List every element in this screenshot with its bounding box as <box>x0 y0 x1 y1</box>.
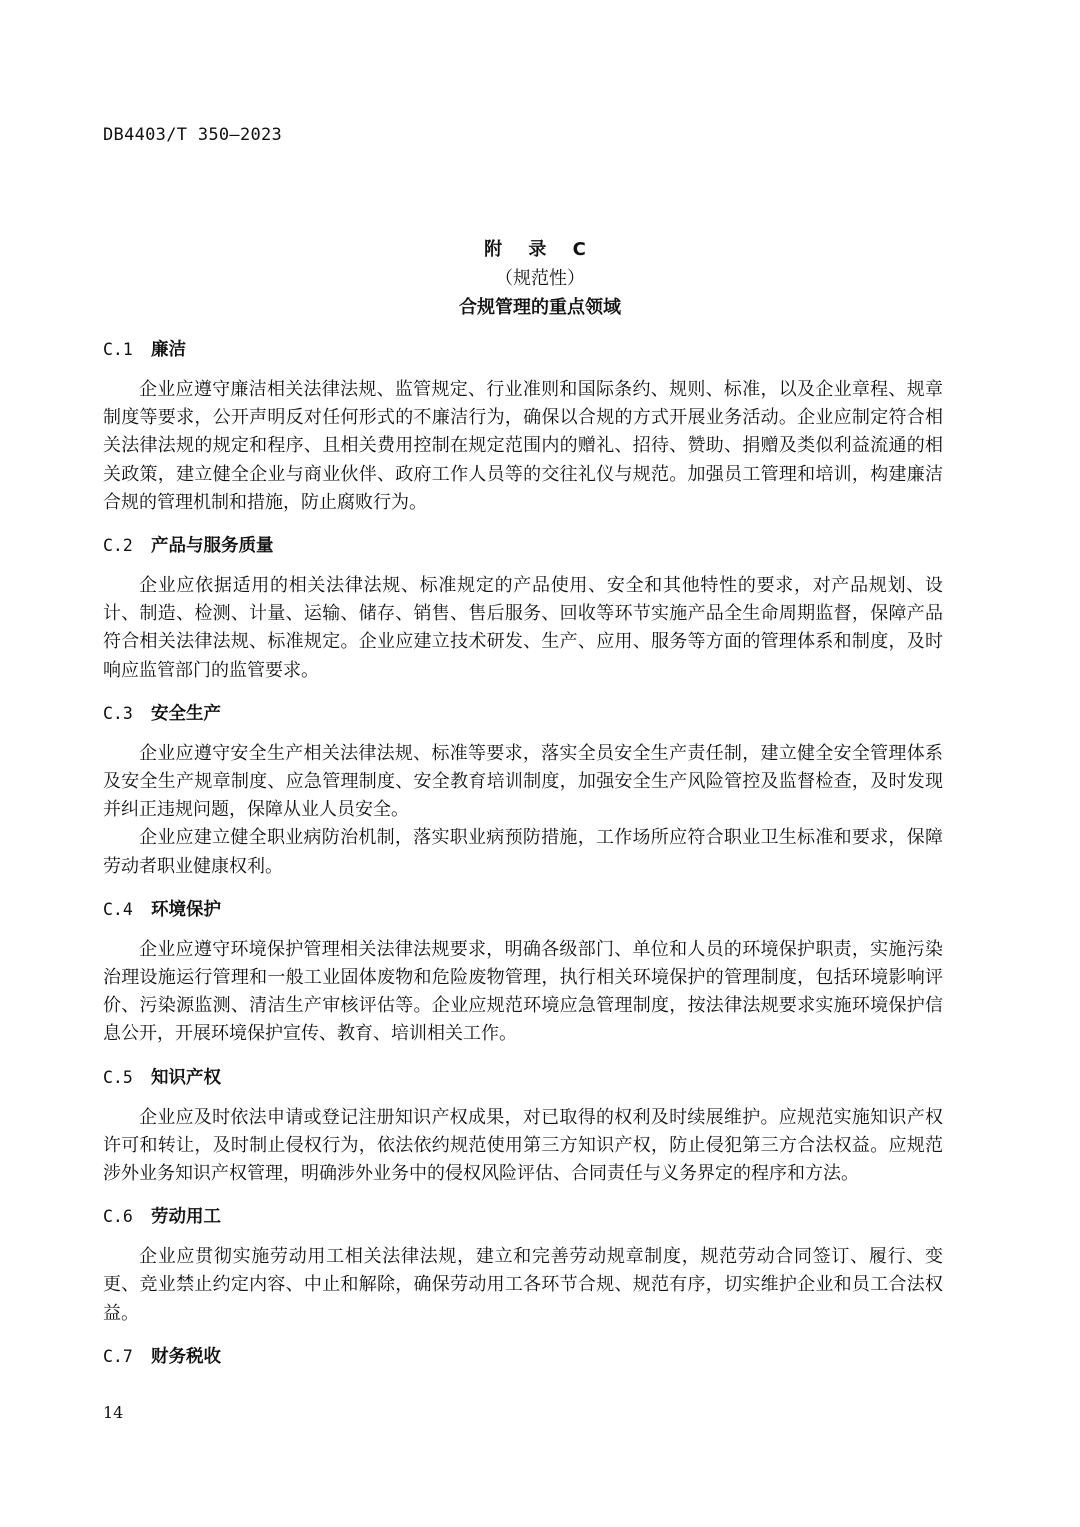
paragraph: 企业应贯彻实施劳动用工相关法律法规，建立和完善劳动规章制度，规范劳动合同签订、履行、变更、竞业禁止约定内容、中止和解除，确保劳动用工各环节合规、规范有序，切实维护企业和员工合法权益。 <box>103 1246 943 1324</box>
section-title: 廉洁 <box>151 340 186 360</box>
section-heading <box>103 892 943 928</box>
section-heading <box>103 1060 943 1096</box>
paragraph: 企业应及时依法申请或登记注册知识产权成果，对已取得的权利及时续展维护。应规范实施知识产权许可和转让，及时制止侵权行为，依法依约规范使用第三方知识产权，防止侵犯第三方合法权益。应规范涉外业务知识产权管理，明确涉外业务中的侵权风险评估、合同责任与义务界定的程序和方法。 <box>103 1106 943 1185</box>
section-c7 <box>103 1339 943 1375</box>
section-c4 <box>103 892 943 1049</box>
section-heading <box>103 1199 943 1235</box>
section-title: 财务税收 <box>151 1346 221 1367</box>
paragraph: 企业应建立健全职业病防治机制，落实职业病预防措施，工作场所应符合职业卫生标准和要求，保障劳动者职业健康权利。 <box>103 827 943 877</box>
section-number: C.2 <box>103 536 133 556</box>
section-c6 <box>103 1199 943 1328</box>
section-title: 环境保护 <box>151 899 221 920</box>
section-title: 产品与服务质量 <box>151 536 274 557</box>
appendix-heading <box>0 235 1080 322</box>
section-title: 劳动用工 <box>151 1207 221 1228</box>
paragraph: 企业应遵守安全生产相关法律法规、标准等要求，落实全员安全生产责任制，建立健全安全管理体系及安全生产规章制度、应急管理制度、安全教育培训制度，加强安全生产风险管控及监督检查，及时发现并纠正违规问题，保障从业人员安全。 <box>103 742 943 821</box>
section-title: 安全生产 <box>151 703 221 724</box>
section-number: C.6 <box>103 1207 133 1227</box>
section-heading <box>103 696 943 732</box>
paragraph: 企业应依据适用的相关法律法规、标准规定的产品使用、安全和其他特性的要求，对产品规划、设计、制造、检测、计量、运输、储存、销售、售后服务、回收等环节实施产品全生命周期监督，保障产品符合相关法律法规、标准规定。企业应建立技术研发、生产、应用、服务等方面的管理体系和制度，及时响应监管部门的监管要求。 <box>103 575 943 681</box>
section-c3 <box>103 696 943 881</box>
section-c1 <box>103 332 943 517</box>
section-number: C.3 <box>103 703 133 723</box>
section-number: C.4 <box>103 899 133 919</box>
standard-code: DB4403/T 350—2023 <box>103 125 283 145</box>
document-body <box>103 332 943 1383</box>
section-number: C.7 <box>103 1346 133 1366</box>
section-heading <box>103 528 943 564</box>
paragraph: 企业应遵守廉洁相关法律法规、监管规定、行业准则和国际条约、规则、标准，以及企业章程、规章制度等要求，公开声明反对任何形式的不廉洁行为，确保以合规的方式开展业务活动。企业应制定符合相关法律法规的规定和程序、且相关费用控制在规定范围内的赠礼、招待、赞助、捐赠及类似利益流通的相关政策，建立健全企业与商业伙伴、政府工作人员等的交往礼仪与规范。加强员工管理和培训，构建廉洁合规的管理机制和措施，防止腐败行为。 <box>103 379 943 513</box>
appendix-nature: （规范性） <box>495 268 585 289</box>
paragraph: 企业应遵守环境保护管理相关法律法规要求，明确各级部门、单位和人员的环境保护职责，实施污染治理设施运行管理和一般工业固体废物和危险废物管理，执行相关环境保护的管理制度，包括环境影响评价、污染源监测、清洁生产审核评估等。企业应规范环境应急管理制度，按法律法规要求实施环境保护信息公开，开展环境保护宣传、教育、培训相关工作。 <box>103 938 943 1045</box>
appendix-label: 附 录 C <box>484 239 596 260</box>
section-c2 <box>103 528 943 685</box>
section-title: 知识产权 <box>151 1067 221 1088</box>
appendix-title: 合规管理的重点领域 <box>459 297 621 318</box>
section-number: C.1 <box>103 340 133 359</box>
section-number: C.5 <box>103 1067 133 1087</box>
page-number: 14 <box>103 1403 124 1422</box>
section-heading <box>103 1339 943 1375</box>
section-heading <box>103 332 943 368</box>
section-c5 <box>103 1060 943 1189</box>
